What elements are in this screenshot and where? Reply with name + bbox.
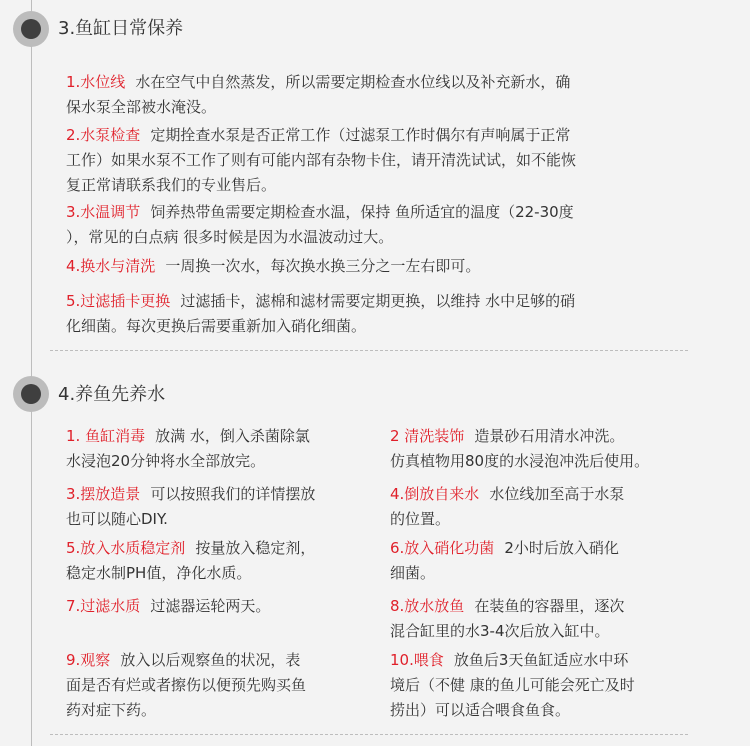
prep-step-3: 3.摆放造景 可以按照我们的详情摆放 也可以随心DIY. [66,485,316,528]
divider [50,734,688,735]
prep-step-8: 8.放水放鱼 在装鱼的容器里，逐次 混合缸里的水3-4次后放入缸中。 [390,597,625,640]
prep-step-9: 9.观察 放入以后观察鱼的状况，表 面是否有烂或者擦伤以便预先购买鱼 药对症下药。 [66,651,307,719]
timeline-marker-icon [13,11,49,47]
section-water-prep [0,352,750,746]
maint-item-water-change: 4.换水与清洗 一周换一次水，每次换水换三分之一左右即可。 [66,257,481,275]
item-label: 2.水泵检查 [66,126,141,144]
section-heading: 4.养鱼先养水 [58,384,166,405]
item-label: 1.水位线 [66,73,126,91]
timeline-line [31,0,32,352]
section-heading: 3.鱼缸日常保养 [58,18,184,39]
prep-step-1: 1. 鱼缸消毒 放满 水，倒入杀菌除氯 水浸泡20分钟将水全部放完。 [66,427,310,470]
prep-step-10: 10.喂食 放鱼后3天鱼缸适应水中环 境后（不健 康的鱼儿可能会死亡及时 捞出）可以适合喂食鱼食。 [390,651,635,719]
section-daily-maintenance [0,0,750,352]
prep-step-4: 4.倒放自来水 水位线加至高于水泵 的位置。 [390,485,625,528]
prep-step-7: 7.过滤水质 过滤器运轮两天。 [66,597,271,615]
item-label: 4.换水与清洗 [66,257,156,275]
maint-item-filter-replace: 5.过滤插卡更换 过滤插卡，滤棉和滤材需要定期更换，以维持 水中足够的硝 化细菌。每次更换后需要重新加入硝化细菌。 [66,292,576,335]
divider [50,350,688,351]
maint-item-pump-check: 2.水泵检查 定期拴查水泵是否正常工作（过滤泵工作时偶尔有声响属于正常 工作）如果水泵不工作了则有可能内部有杂物卡住，请开清洗试试，如不能恢 复正常请联系我们的专业售后。 [66,126,577,194]
prep-step-6: 6.放入硝化功菌 2小时后放入硝化 细菌。 [390,539,619,582]
prep-step-2: 2 清洗装饰 造景砂石用清水冲洗。 仿真植物用80度的水浸泡冲洗后使用。 [390,427,650,470]
timeline-marker-icon [13,376,49,412]
maint-item-temperature: 3.水温调节 饲养热带鱼需要定期检查水温，保持 鱼所适宜的温度（22-30度 ），常见的白点病 很多时候是因为水温波动过大。 [66,203,574,246]
prep-step-5: 5.放入水质稳定剂 按量放入稳定剂， 稳定水制PH值，净化水质。 [66,539,316,582]
maint-item-water-level: 1.水位线 水在空气中自然蒸发，所以需要定期检查水位线以及补充新水，确 保水泵全部被水淹没。 [66,73,571,116]
item-label: 5.过滤插卡更换 [66,292,171,310]
item-label: 3.水温调节 [66,203,141,221]
